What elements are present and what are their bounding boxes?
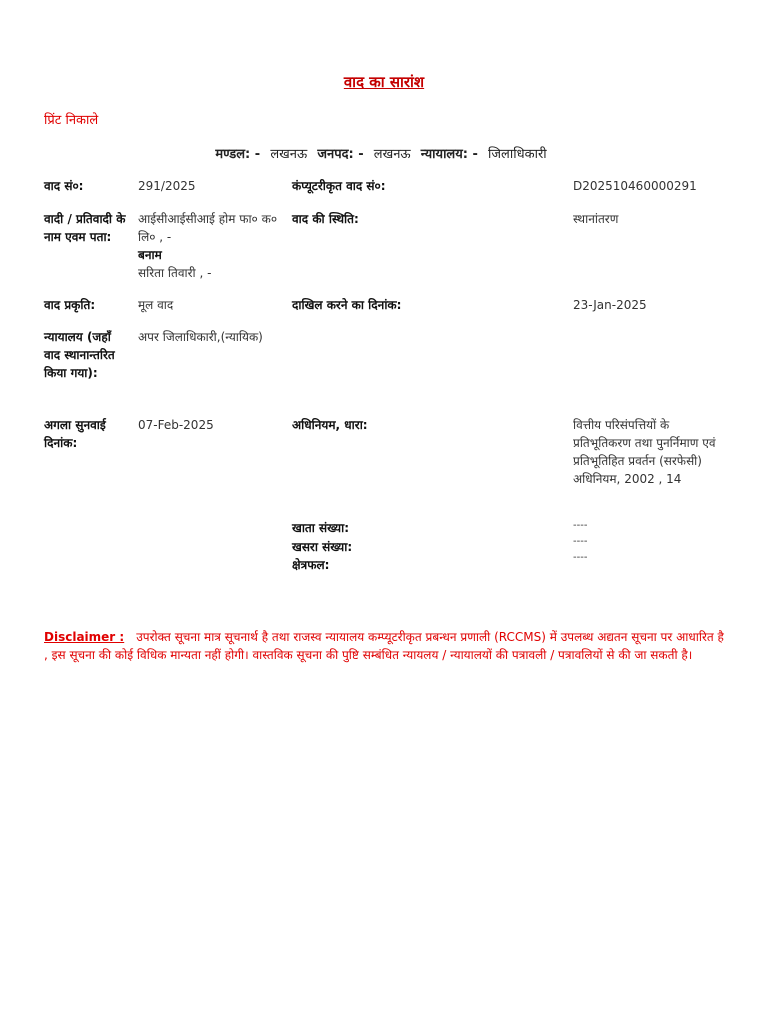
case-number-label: वाद सं०: [44, 179, 84, 193]
janpad-label: जनपद: - [317, 147, 364, 162]
area-value: ---- [573, 552, 588, 563]
case-status-label: वाद की स्थिति: [292, 212, 359, 226]
disclaimer-label: Disclaimer : [44, 630, 125, 644]
mandal-value: लखनऊ [270, 147, 308, 162]
act-section-value: वित्तीय परिसंपत्तियों के प्रतिभूतिकरण तथा पुनर्निमाण एवं प्रतिभूतिहित प्रवर्तन (सरफेसी) अधिनियम, 2002 , 14 [573, 418, 716, 486]
case-nature-label: वाद प्रकृति: [44, 298, 96, 312]
khata-number-label: खाता संख्या: [292, 521, 350, 535]
transfer-court-value: अपर जिलाधिकारी,(न्यायिक) [138, 330, 263, 344]
defendant-name: सरिता तिवारी , - [138, 266, 212, 280]
khata-number-value: ---- [573, 520, 588, 531]
case-nature-value: मूल वाद [138, 298, 174, 312]
computerized-case-number-label: कंप्यूटरीकृत वाद सं०: [292, 179, 386, 193]
computerized-case-number-value: D202510460000291 [573, 179, 697, 193]
next-hearing-value: 07-Feb-2025 [138, 418, 214, 432]
court-header [0, 144, 768, 162]
parties-label: वादी / प्रतिवादी के नाम एवम पता: [44, 212, 126, 244]
case-status-value: स्थानांतरण [573, 212, 619, 226]
khasra-number-value: ---- [573, 536, 588, 547]
nyayalay-value: जिलाधिकारी [488, 147, 547, 162]
versus-text: बनाम [138, 248, 162, 262]
area-label: क्षेत्रफल: [292, 558, 330, 572]
transfer-court-label: न्यायालय (जहाँ वाद स्थानान्तरित किया गया): [44, 330, 115, 380]
act-section-label: अधिनियम, धारा: [292, 418, 368, 432]
next-hearing-label: अगला सुनवाई दिनांक: [44, 418, 106, 450]
nyayalay-label: न्यायालय: - [420, 147, 478, 162]
filing-date-value: 23-Jan-2025 [573, 298, 647, 312]
filing-date-label: दाखिल करने का दिनांक: [292, 298, 402, 312]
khasra-number-label: खसरा संख्या: [292, 540, 353, 554]
parties-value [138, 210, 278, 282]
disclaimer [44, 628, 724, 664]
plaintiff-name: आईसीआईसीआई होम फा० क० लि० , - [138, 212, 278, 244]
print-link[interactable]: प्रिंट निकाले [44, 113, 99, 128]
page-title: वाद का सारांश [343, 73, 425, 91]
case-number-value: 291/2025 [138, 179, 196, 193]
janpad-value: लखनऊ [373, 147, 411, 162]
mandal-label: मण्डल: - [215, 147, 261, 162]
disclaimer-text: उपरोक्त सूचना मात्र सूचनार्थ है तथा राजस्व न्यायालय कम्प्यूटरीकृत प्रबन्धन प्रणाली (RCCMS) में उपलब्ध अद्यतन सूचना पर आधारित है , इस सूचना की कोई विधिक मान्यता नहीं होगी। वास्तविक सूचना की पुष्टि सम्बंधित न्यायलय / न्यायालयों की पत्रावली / पत्रावलियों से की जा सकती है। [44, 630, 724, 662]
